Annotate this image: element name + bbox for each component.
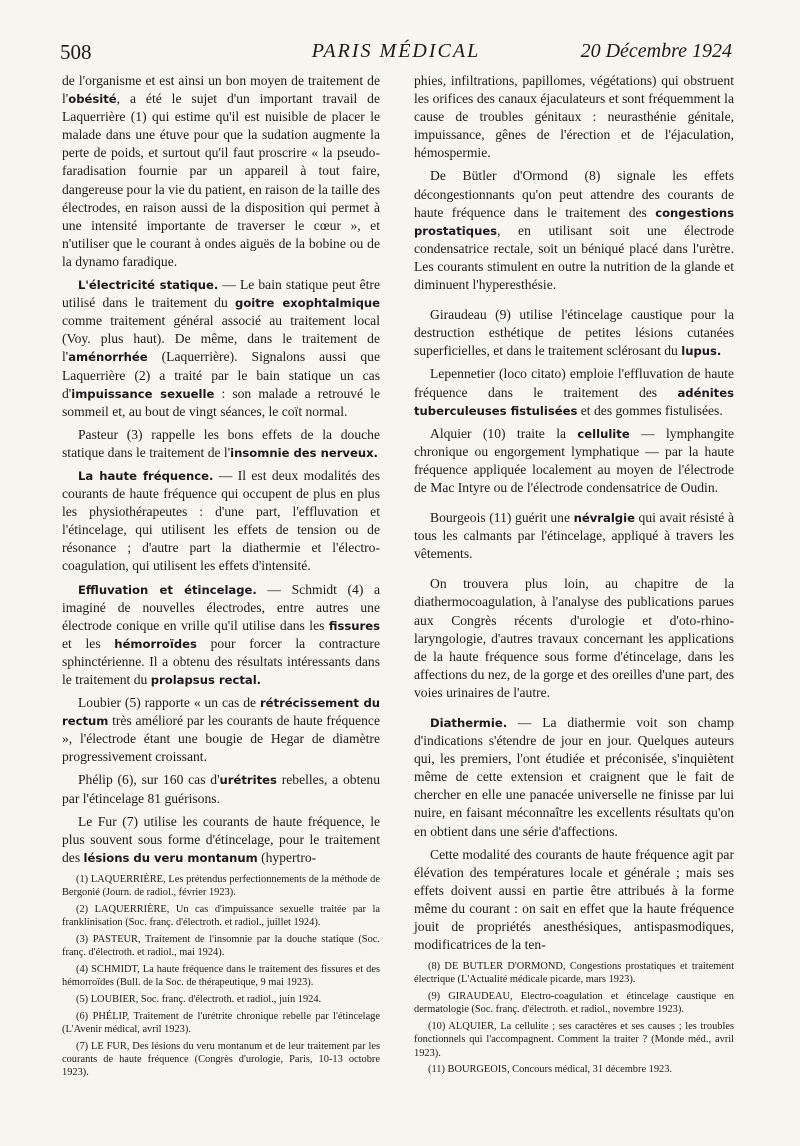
- paragraph: Cette modalité des courants de haute fréquence agit par élévation des températures locale et générale ; mais ses effets doivent aussi en partie être attribués à la forme même du courant : on sait en effet que la haute fréquence jouit de propriétés anesthésiques, antispasmodiques, modificatrices de la ten-: [414, 846, 734, 953]
- section-heading: La haute fréquence.: [78, 468, 214, 483]
- paragraph: L'électricité statique. — Le bain statique peut être utilisé dans le traitement du goitre exophtalmique comme traitement général associé au traitement local (Voy. plus haut). De même, dans le traitement de l'aménorrhée (Laquerrière). Signalons aussi que Laquerrière (2) a traité par le bain statique un cas d'impuissance sexuelle : son malade a retrouvé le sommeil et, au bout de vingt séances, le coït normal.: [62, 277, 380, 419]
- paragraph: De Bütler d'Ormond (8) signale les effets décongestionnants qu'on peut attendre des courants de haute fréquence dans le traitement des congestions prostatiques, en utilisant soit une électrode condensatrice rectale, soit un béniqué placé dans l'urètre. Les courants stimulent en outre la nutrition de la glande et diminuent l'hyperesthésie.: [414, 168, 734, 293]
- footnote: (2) LAQUERRIÈRE, Un cas d'impuissance sexuelle traitée par la franklinisation (Soc. franç. d'électroth. et radiol., juillet 1924).: [62, 903, 380, 929]
- left-column: [62, 72, 380, 1083]
- paragraph: Diathermie. — La diathermie voit son champ d'indications s'étendre de jour en jour. Quelques auteurs qui, les premiers, l'ont étudiée et préconisée, s'inquiètent même de cette extension et craignent que le fait de chercher en elle une panacée universelle ne finisse par lui nuire, en faisant méconnaître les excellents résultats qu'on en obtient dans une série d'affections.: [414, 715, 734, 839]
- footnote: (11) BOURGEOIS, Concours médical, 31 décembre 1923.: [428, 1064, 673, 1076]
- footnote: (10) ALQUIER, La cellulite ; ses caractères et ses causes ; les troubles fonctionnels qui l'accompagnent. Comment la traiter ? (Monde méd., avril 1923).: [414, 1021, 734, 1059]
- footnote: (8) DE BUTLER D'ORMOND, Congestions prostatiques et traitement électrique (L'Actualité médicale picarde, mars 1923).: [414, 961, 734, 986]
- footnote: (9) GIRAUDEAU, Electro-coagulation et étincelage caustique en dermatologie (Soc. franç. d'électroth. et radiol., novembre 1923).: [414, 991, 734, 1016]
- section-heading: Diathermie.: [430, 716, 508, 730]
- footnotes-left: [62, 873, 380, 1079]
- footnote: (1) LAQUERRIÈRE, Les prétendus perfectionnements de la méthode de Bergonié (Journ. de radiol., février 1923).: [62, 873, 380, 899]
- paragraph: On trouvera plus loin, au chapitre de la diathermocoagulation, à l'analyse des publications parues aux Congrès récents d'urologie et d'oto-rhino-laryngologie, d'autres travaux concernant les applications de la haute fréquence sous forme d'étincelage, dans les affections du nez, de la gorge et des oreilles d'une part, des voies urinaires de l'autre.: [414, 576, 734, 700]
- paragraph: Lepennetier (loco citato) emploie l'effluvation de haute fréquence dans le traitement des adénites tuberculeuses fistulisées et des gommes fistulisées.: [414, 366, 734, 418]
- journal-title: PARIS MÉDICAL: [311, 40, 481, 62]
- footnote: (7) LE FUR, Des lésions du veru montanum et de leur traitement par les courants de haute fréquence (Congrès d'urologie, Paris, 10-13 octobre 1923).: [62, 1040, 380, 1079]
- right-column: [414, 72, 734, 1080]
- paragraph: Pasteur (3) rappelle les bons effets de la douche statique dans le traitement de l'insomnie des nerveux.: [62, 426, 380, 460]
- footnote: (5) LOUBIER, Soc. franç. d'électroth. et radiol., juin 1924.: [76, 993, 322, 1005]
- issue-date: 20 Décembre 1924: [580, 40, 732, 62]
- paragraph: La haute fréquence. — Il est deux modalités des courants de haute fréquence qui occupent de plus en plus les physiothérapeutes : d'une part, l'effluvation et l'étincelage, qui utilisent les effets de tension ou de résonance ; d'autre part la diathermie et l'électro-coagulation, qui utilisent les effets d'intensité.: [62, 467, 380, 574]
- footnote: (4) SCHMIDT, La haute fréquence dans le traitement des fissures et des hémorroïdes (Bull. de la Soc. de thérapeutique, 9 mai 1923).: [62, 963, 380, 989]
- section-heading: L'électricité statique.: [78, 278, 219, 293]
- paragraph: Loubier (5) rapporte « un cas de rétrécissement du rectum très amélioré par les courants de haute fréquence », l'électrode étant une bougie de Hegar de diamètre progressivement croissant.: [62, 695, 381, 765]
- paragraph: phies, infiltrations, papillomes, végétations) qui obstruent les orifices des canaux éjaculateurs et sont fréquemment la cause de troubles génitaux : neurasthénie génitale, impuissance, gênes de l'érection et de l'éjaculation, hémospermie.: [414, 73, 734, 161]
- paragraph: Alquier (10) traite la cellulite — lymphangite chronique ou engorgement lymphatique — par la haute fréquence appliquée localement au moyen de l'électrode de Mac Intyre ou de l'électrode condensatrice de Oudin.: [414, 425, 734, 495]
- paragraph: Giraudeau (9) utilise l'étincelage caustique pour la destruction esthétique de petites lésions cutanées superficielles, et dans le traitement sclérosant du lupus.: [414, 307, 734, 359]
- footnote: (6) PHÉLIP, Traitement de l'urétrite chronique rebelle par l'étincelage (L'Avenir médical, avril 1923).: [62, 1010, 380, 1035]
- paragraph: Effluvation et étincelage. — Schmidt (4) a imaginé de nouvelles électrodes, entre autres une électrode conique en vrille qu'il utilise dans les fissures et les hémorroïdes pour forcer la contracture sphinctérienne. Il a obtenu des résultats intéressants dans le traitement du prolapsus rectal.: [62, 581, 380, 687]
- paragraph: Le Fur (7) utilise les courants de haute fréquence, le plus souvent sous forme d'étincelage, pour le traitement des lésions du veru montanum (hypertro-: [62, 813, 380, 865]
- footnotes-right: [414, 960, 734, 1076]
- paragraph: Bourgeois (11) guérit une névralgie qui avait résisté à tous les calmants par l'étincelage, appliqué à travers les vêtements.: [414, 510, 734, 562]
- page-header: [60, 36, 732, 66]
- section-heading: Effluvation et étincelage.: [78, 582, 257, 597]
- paragraph: Phélip (6), sur 160 cas d'urétrites rebelles, a obtenu par l'étincelage 81 guérisons.: [62, 772, 380, 806]
- paragraph: de l'organisme et est ainsi un bon moyen de traitement de l'obésité, a été le sujet d'un important travail de Laquerrière (1) qui estime qu'il est nuisible de placer le malade dans une étuve pour que la sudation augmente la perte de poids, et surtout qu'il faut proscrire « la pseudo-faradisation fournie par un appareil à tout faire, dangereuse pour la vie du patient, en raison de la taille des électrodes, en raison aussi de la disposition qui permet à une intensité importante de traverser le cœur », et n'utiliser que le courant à ondes aiguës de la bobine ou de la dynamo faradique.: [62, 73, 380, 269]
- footnote: (3) PASTEUR, Traitement de l'insomnie par la douche statique (Soc. franç. d'électroth. et radiol., mai 1924).: [62, 933, 380, 959]
- page-number: 508: [60, 40, 92, 64]
